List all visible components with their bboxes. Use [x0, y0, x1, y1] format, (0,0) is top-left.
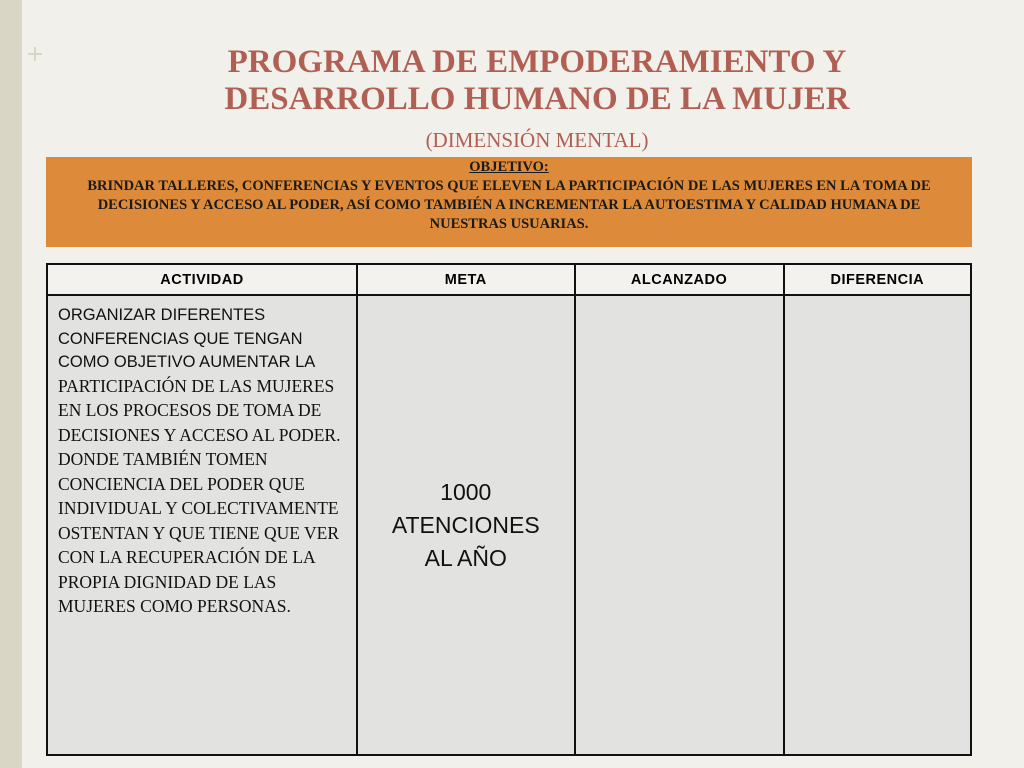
header-meta: META: [357, 264, 574, 295]
activity-text-part-1: ORGANIZAR DIFERENTES CONFERENCIAS QUE TENGAN COMO OBJETIVO AUMENTAR LA: [58, 306, 315, 371]
table-row: [47, 295, 971, 755]
cell-alcanzado: [575, 295, 784, 755]
cell-diferencia: [784, 295, 971, 755]
meta-line-3: AL AÑO: [424, 544, 507, 571]
objective-text: BRINDAR TALLERES, CONFERENCIAS Y EVENTOS QUE ELEVEN LA PARTICIPACIÓN DE LAS MUJERES EN LA TOMA DE DECISIONES Y ACCESO AL PODER, ASÍ COMO TAMBIÉN A INCREMENTAR LA AUTOESTIMA Y CALIDAD HUMANA DE NUESTRAS USUARIAS.: [87, 178, 931, 232]
title-line-1: PROGRAMA DE EMPODERAMIENTO Y: [227, 44, 847, 80]
activity-text-part-2: PARTICIPACIÓN DE LAS MUJERES EN LOS PROCESOS DE TOMA DE DECISIONES Y ACCESO AL PODER. DONDE TAMBIÉN TOMEN CONCIENCIA DEL PODER QUE INDIVIDUAL Y COLECTIVAMENTE OSTENTAN Y QUE TIENE QUE VER CON LA RECUPERACIÓN DE LA PROPIA DIGNIDAD DE LAS MUJERES COMO PERSONAS.: [58, 375, 341, 616]
objective-label: OBJETIVO:: [469, 159, 549, 175]
header-diferencia: DIFERENCIA: [784, 264, 971, 295]
cell-actividad: [47, 295, 357, 755]
meta-line-1: 1000: [440, 478, 492, 505]
slide-subtitle: (DIMENSIÓN MENTAL): [425, 128, 649, 152]
table-header-row: [47, 264, 971, 295]
title-line-2: DESARROLLO HUMANO DE LA MUJER: [224, 81, 850, 117]
header-alcanzado: ALCANZADO: [575, 264, 784, 295]
objective-box: [46, 157, 972, 247]
meta-line-2: ATENCIONES: [391, 511, 540, 538]
slide-title: [140, 44, 934, 118]
bullet-icon: [28, 47, 42, 61]
header-actividad: ACTIVIDAD: [47, 264, 357, 295]
cell-meta: [357, 295, 574, 755]
activity-table: [46, 263, 972, 756]
